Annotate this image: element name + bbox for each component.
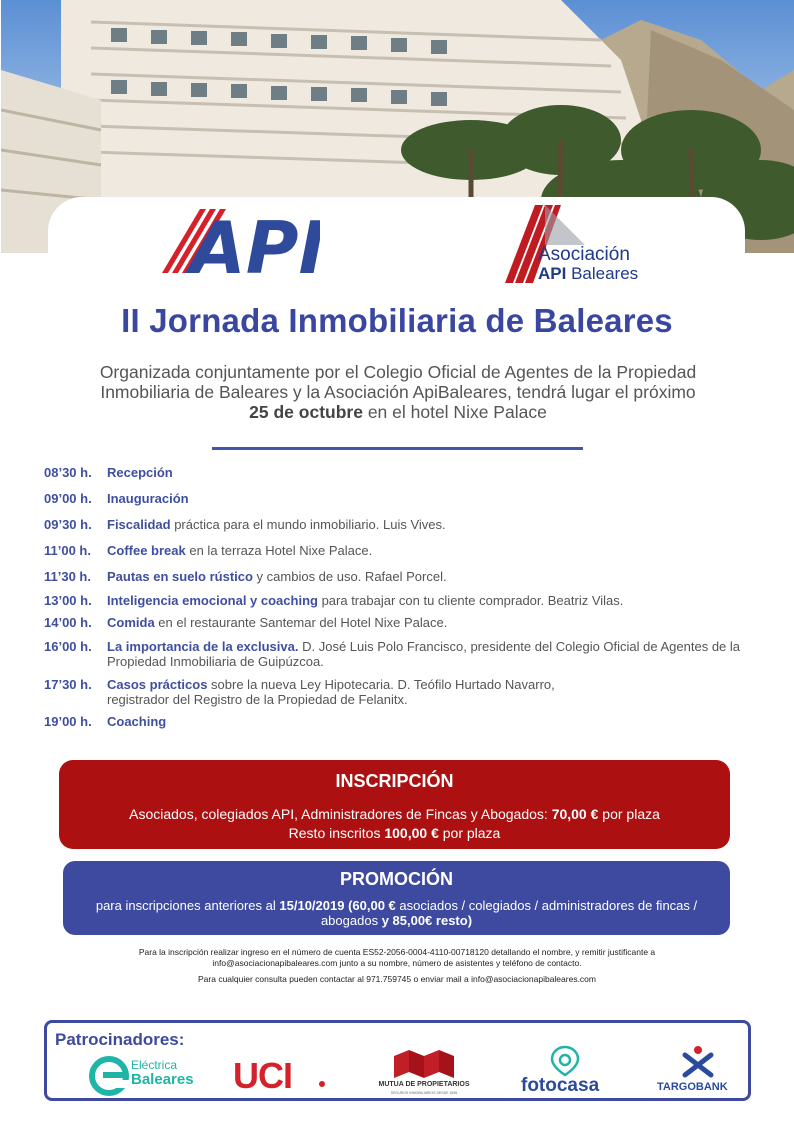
payment-note: Para la inscripción realizar ingreso en el número de cuenta ES52-2056-0004-4110-00718120 detallando el nombre, y remitir justificante a info@asociacionapibaleares.com junto a su nombre, número de asistentes y teléfono de contacto. [138, 947, 656, 968]
inscripcion-title: INSCRIPCIÓN [335, 771, 454, 791]
svg-text:API: API [190, 206, 320, 280]
inscripcion-price-line: Asociados, colegiados API, Administradores de Fincas y Abogados: 70,00 € por plaza [129, 806, 660, 822]
promocion-box [63, 861, 730, 935]
event-date: 25 de octubre [249, 402, 363, 422]
page-title: II Jornada Inmobiliaria de Baleares [121, 302, 673, 339]
inscripcion-box [59, 760, 730, 849]
asociacion-text-2: API Baleares [538, 264, 639, 283]
asociacion-text: Asociación [538, 244, 630, 265]
divider [212, 447, 583, 450]
targobank-logo: TARGOBANK [653, 1045, 743, 1097]
sponsors-box [44, 1020, 751, 1101]
sponsors-label: Patrocinadores: [55, 1030, 185, 1049]
fotocasa-logo: fotocasa [517, 1045, 617, 1097]
contact-note: Para cualquier consulta pueden contactar al 971.759745 o enviar mail a info@asociacionapibaleares.com [198, 974, 596, 984]
electrica-baleares-logo: Eléctrica Baleares [89, 1056, 209, 1096]
promocion-title: PROMOCIÓN [339, 869, 453, 889]
api-logo [160, 205, 320, 280]
intro-text: Organizada conjuntamente por el Colegio Oficial de Agentes de la Propiedad Inmobiliaria de Baleares y la Asociación ApiBaleares, tendrá lugar el próximo 25 de octubre en el hotel Nixe Palace [99, 362, 697, 422]
mutua-propietarios-logo: MUTUA DE PROPIETARIOS SEGUROS INMOBILIARIOS DESDE 1835 [369, 1050, 479, 1098]
promocion-text: para inscripciones anteriores al 15/10/2019 (60,00 € asociados / colegiados / administradores de fincas / abogados y 85,00€ resto) [95, 898, 698, 928]
uci-logo: UCI [233, 1055, 333, 1095]
inscripcion-price-line-2: Resto inscritos 100,00 € por plaza [288, 825, 501, 841]
